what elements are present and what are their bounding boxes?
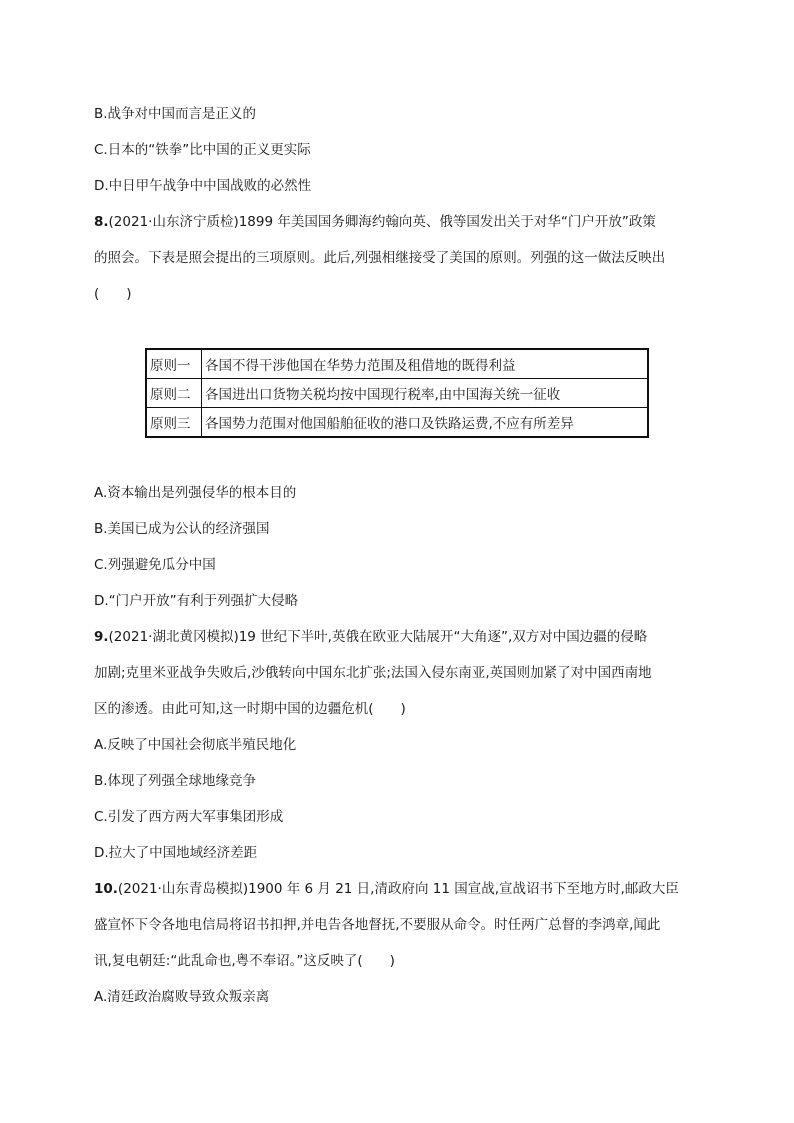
q9-stem-line-2: 加剧;克里米亚战争失败后,沙俄转向中国东北扩张;法国入侵东南亚,英国则加紧了对中国西南地 <box>94 665 652 681</box>
q10-option-a: A.清廷政治腐败导致众叛亲离 <box>94 989 270 1005</box>
q8-stem-line-3: ( ) <box>94 286 132 302</box>
q9-option-d: D.拉大了中国地域经济差距 <box>94 845 258 861</box>
q9-option-b: B.体现了列强全球地缘竞争 <box>94 773 257 789</box>
q8-option-c: C.列强避免瓜分中国 <box>94 557 216 573</box>
principles-table <box>145 348 649 438</box>
q8-stem-line-2: 的照会。下表是照会提出的三项原则。此后,列强相继接受了美国的原则。列强的这一做法反映出 <box>94 250 666 266</box>
q9-number: 9. <box>94 629 109 645</box>
q9-option-c: C.引发了西方两大军事集团形成 <box>94 809 284 825</box>
principle-label: 原则一 <box>146 349 202 379</box>
table-row <box>146 408 648 438</box>
q7-option-b: B.战争对中国而言是正义的 <box>94 106 257 122</box>
q8-number: 8. <box>94 214 109 230</box>
principle-text: 各国进出口货物关税均按中国现行税率,由中国海关统一征收 <box>202 379 649 408</box>
principle-label: 原则三 <box>146 408 202 438</box>
q10-stem-line-1 <box>94 879 679 899</box>
q8-option-d: D.“门户开放”有利于列强扩大侵略 <box>94 593 299 609</box>
table-row <box>146 349 648 379</box>
q9-option-a: A.反映了中国社会彻底半殖民地化 <box>94 737 297 753</box>
q8-option-b: B.美国已成为公认的经济强国 <box>94 521 270 537</box>
q10-number: 10. <box>94 881 118 897</box>
q8-stem-line-1 <box>94 212 656 232</box>
q9-stem-line-1 <box>94 627 647 647</box>
q10-stem-text-1: (2021·山东青岛模拟)1900 年 6 月 21 日,清政府向 11 国宣战,宣战诏书下至地方时,邮政大臣 <box>117 881 679 897</box>
q8-stem-text-1: (2021·山东济宁质检)1899 年美国国务卿海约翰向英、俄等国发出关于对华“门户开放”政策 <box>108 214 656 230</box>
table-row <box>146 379 648 408</box>
principle-text: 各国势力范围对他国船舶征收的港口及铁路运费,不应有所差异 <box>202 408 649 438</box>
q10-stem-line-2: 盛宣怀下令各地电信局将诏书扣押,并电告各地督抚,不要服从命令。时任两广总督的李鸿章,闻此 <box>94 917 661 933</box>
q9-stem-text-1: (2021·湖北黄冈模拟)19 世纪下半叶,英俄在欧亚大陆展开“大角逐”,双方对中国边疆的侵略 <box>108 629 648 645</box>
q9-stem-line-3: 区的渗透。由此可知,这一时期中国的边疆危机( ) <box>94 701 406 717</box>
principle-text: 各国不得干涉他国在华势力范围及租借地的既得利益 <box>202 349 649 379</box>
q7-option-d: D.中日甲午战争中中国战败的必然性 <box>94 178 312 194</box>
q8-option-a: A.资本输出是列强侵华的根本目的 <box>94 485 297 501</box>
principle-label: 原则二 <box>146 379 202 408</box>
q7-option-c: C.日本的“铁拳”比中国的正义更实际 <box>94 142 311 158</box>
q10-stem-line-3: 讯,复电朝廷:“此乱命也,粤不奉诏。”这反映了( ) <box>94 953 395 969</box>
